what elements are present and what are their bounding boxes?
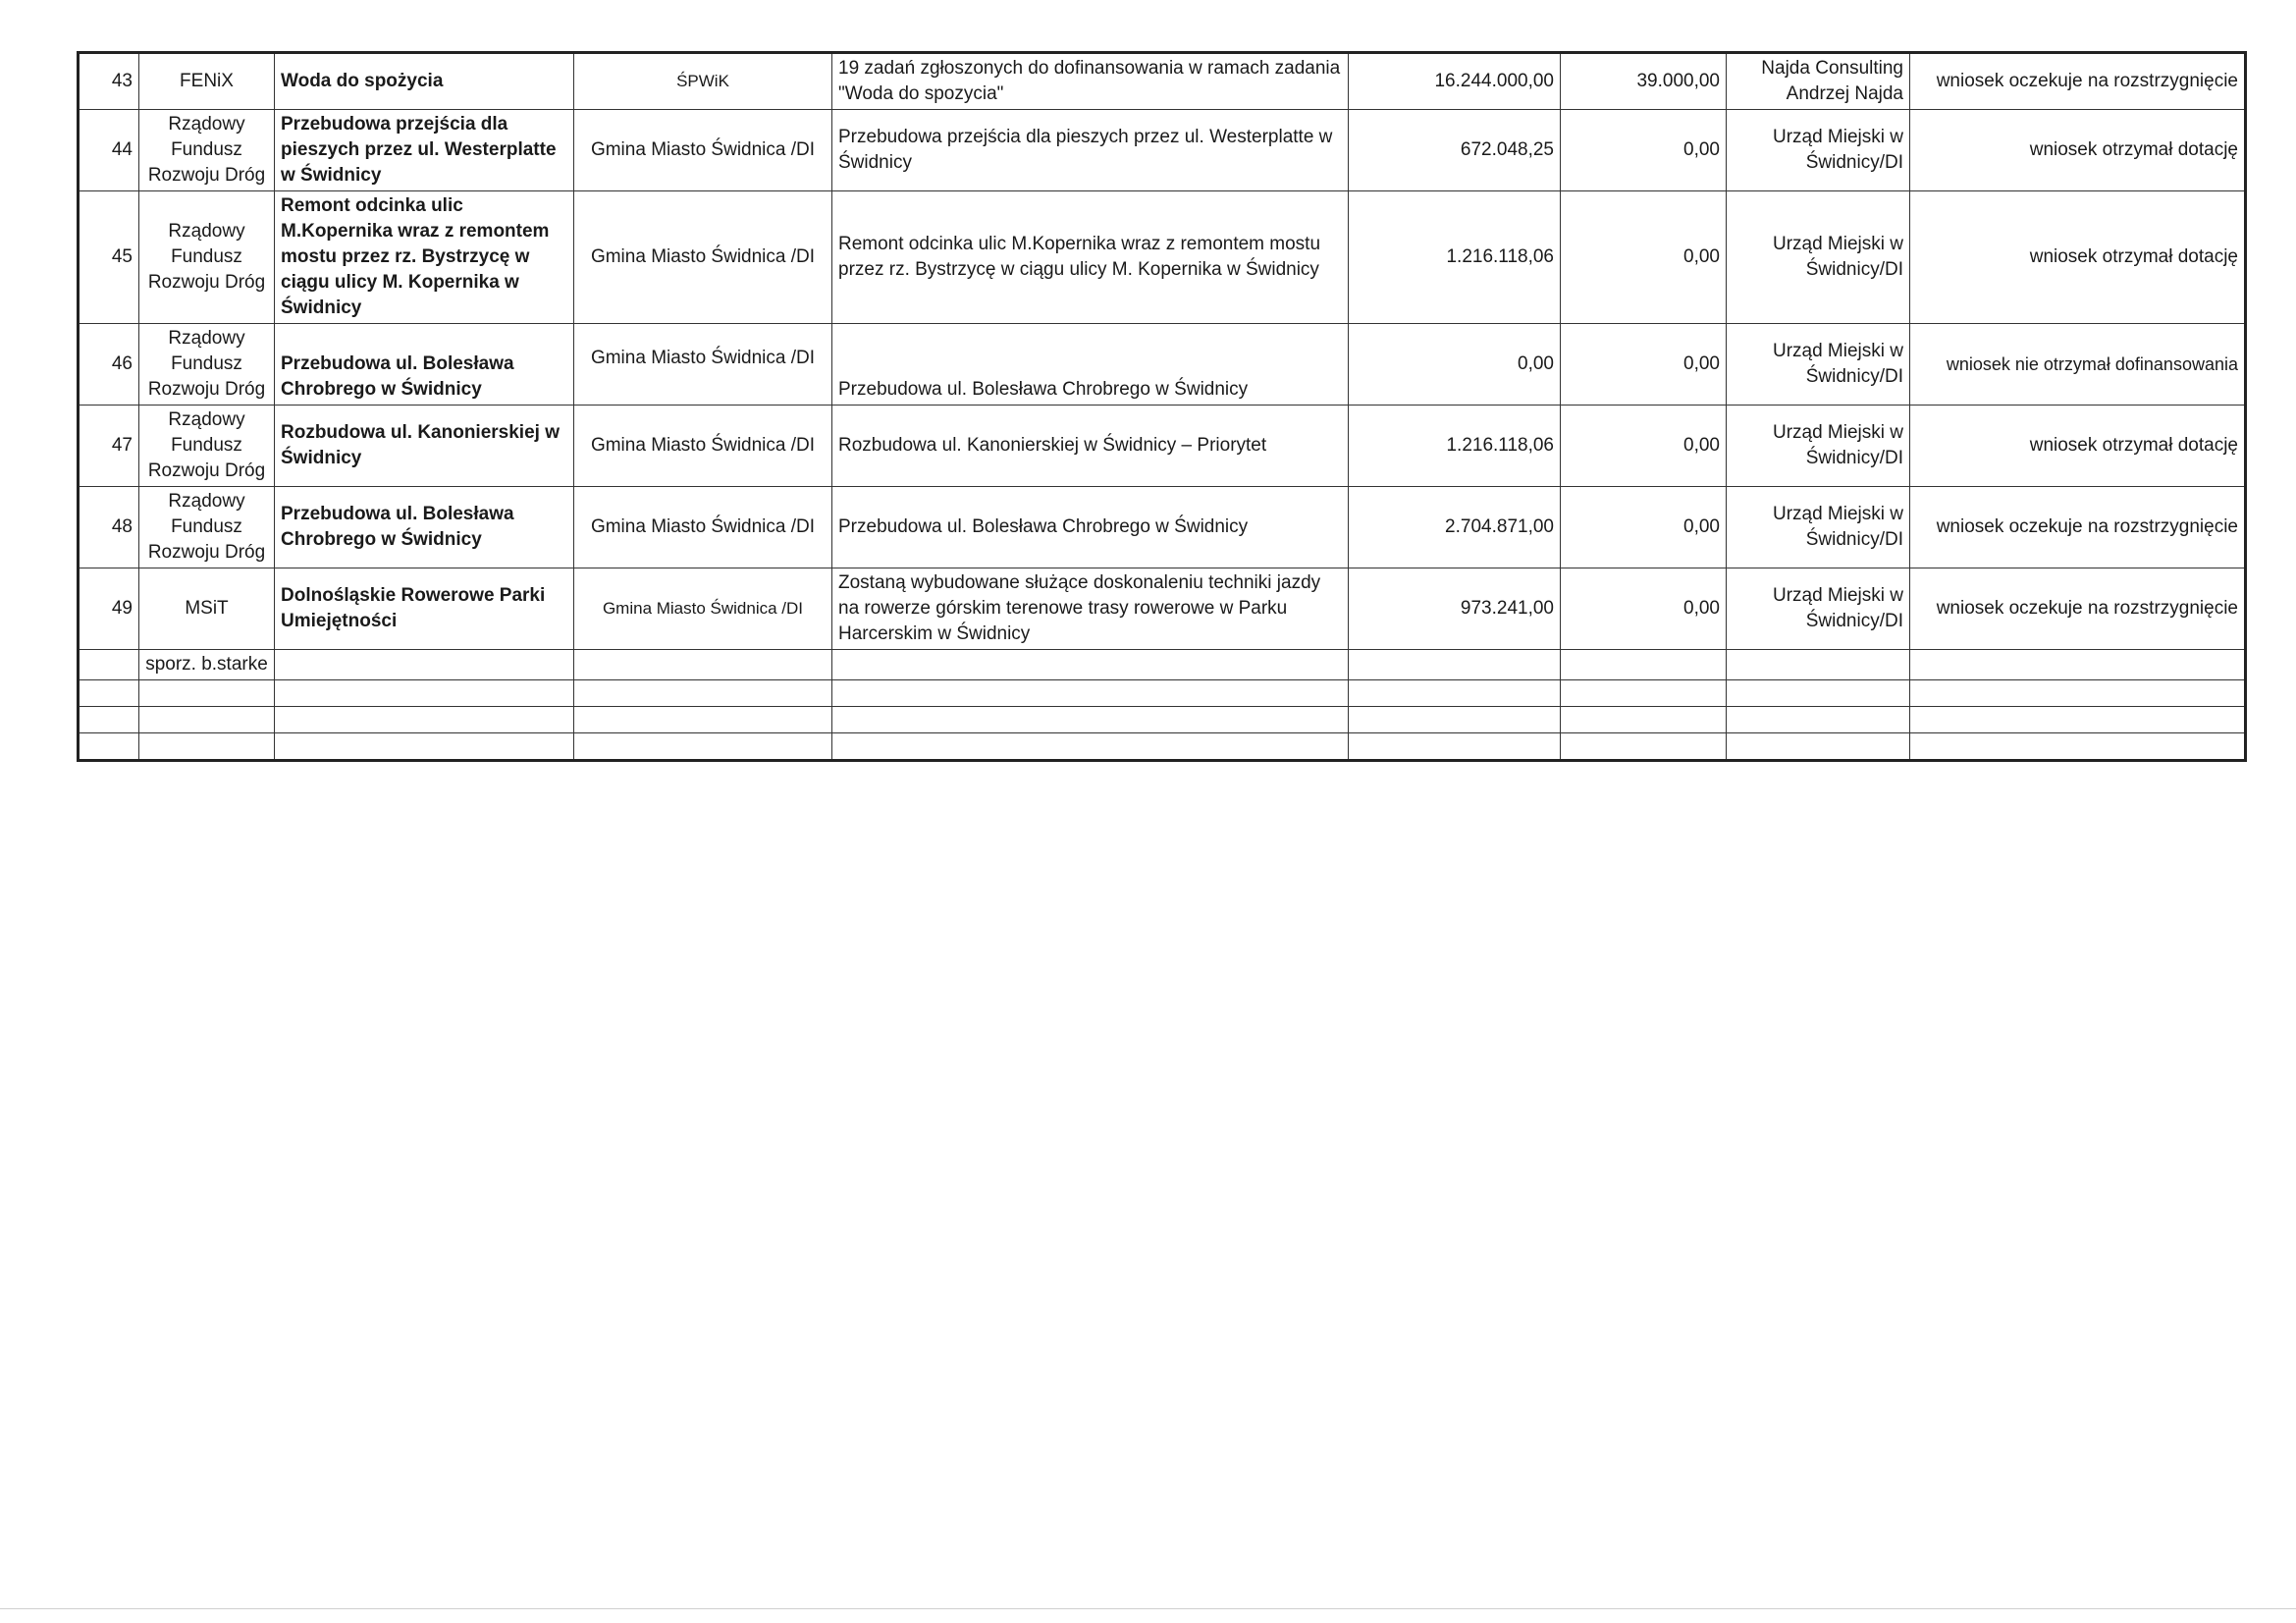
prepared-by: Urząd Miejski w Świdnicy/DI xyxy=(1727,110,1910,191)
project-amount: 672.048,25 xyxy=(1349,110,1561,191)
funding-source: FENiX xyxy=(139,53,275,110)
project-amount: 0,00 xyxy=(1349,324,1561,406)
task-name: Dolnośląskie Rowerowe Parki Umiejętności xyxy=(275,568,574,650)
task-name: Przebudowa ul. Bolesława Chrobrego w Świdnicy xyxy=(275,324,574,406)
project-amount: 1.216.118,06 xyxy=(1349,406,1561,487)
empty-cell xyxy=(832,733,1349,761)
co-funding-amount: 0,00 xyxy=(1561,110,1727,191)
empty-cell xyxy=(275,650,574,680)
co-funding-amount: 0,00 xyxy=(1561,324,1727,406)
funding-source: Rządowy Fundusz Rozwoju Dróg xyxy=(139,324,275,406)
empty-cell xyxy=(275,733,574,761)
table-row xyxy=(79,568,2246,650)
empty-cell xyxy=(79,680,139,707)
funding-source: MSiT xyxy=(139,568,275,650)
funding-source: Rządowy Fundusz Rozwoju Dróg xyxy=(139,487,275,568)
funding-source: Rządowy Fundusz Rozwoju Dróg xyxy=(139,110,275,191)
table-row xyxy=(79,406,2246,487)
prepared-by: Najda Consulting Andrzej Najda xyxy=(1727,53,1910,110)
beneficiary: Gmina Miasto Świdnica /DI xyxy=(574,568,832,650)
task-description: 19 zadań zgłoszonych do dofinansowania w ramach zadania "Woda do spozycia" xyxy=(832,53,1349,110)
task-description: Rozbudowa ul. Kanonierskiej w Świdnicy – Priorytet xyxy=(832,406,1349,487)
row-number: 45 xyxy=(79,191,139,324)
empty-cell xyxy=(1561,680,1727,707)
task-name: Rozbudowa ul. Kanonierskiej w Świdnicy xyxy=(275,406,574,487)
status-text: wniosek otrzymał dotację xyxy=(1910,191,2246,324)
empty-cell xyxy=(79,707,139,733)
scan-edge-line xyxy=(0,1608,2296,1609)
row-number: 49 xyxy=(79,568,139,650)
status-text: wniosek oczekuje na rozstrzygnięcie xyxy=(1910,568,2246,650)
empty-cell xyxy=(1727,680,1910,707)
project-amount: 16.244.000,00 xyxy=(1349,53,1561,110)
empty-cell xyxy=(275,707,574,733)
empty-cell xyxy=(139,680,275,707)
row-number: 44 xyxy=(79,110,139,191)
beneficiary: Gmina Miasto Świdnica /DI xyxy=(574,191,832,324)
funding-applications-table xyxy=(77,51,2247,762)
empty-cell xyxy=(1910,707,2246,733)
empty-cell xyxy=(574,707,832,733)
empty-cell xyxy=(1349,650,1561,680)
status-text: wniosek nie otrzymał dofinansowania xyxy=(1910,324,2246,406)
task-description: Przebudowa ul. Bolesława Chrobrego w Świdnicy xyxy=(832,324,1349,406)
task-description: Remont odcinka ulic M.Kopernika wraz z remontem mostu przez rz. Bystrzycę w ciągu ulicy M. Kopernika w Świdnicy xyxy=(832,191,1349,324)
table-row xyxy=(79,324,2246,406)
co-funding-amount: 0,00 xyxy=(1561,568,1727,650)
empty-cell xyxy=(1349,733,1561,761)
task-description: Zostaną wybudowane służące doskonaleniu techniki jazdy na rowerze górskim terenowe trasy rowerowe w Parku Harcerskim w Świdnicy xyxy=(832,568,1349,650)
prepared-by: Urząd Miejski w Świdnicy/DI xyxy=(1727,406,1910,487)
table-row xyxy=(79,733,2246,761)
beneficiary: Gmina Miasto Świdnica /DI xyxy=(574,487,832,568)
empty-cell xyxy=(1349,680,1561,707)
row-number: 48 xyxy=(79,487,139,568)
task-description: Przebudowa ul. Bolesława Chrobrego w Świdnicy xyxy=(832,487,1349,568)
co-funding-amount: 0,00 xyxy=(1561,191,1727,324)
row-number: 47 xyxy=(79,406,139,487)
beneficiary: Gmina Miasto Świdnica /DI xyxy=(574,406,832,487)
empty-cell xyxy=(832,680,1349,707)
empty-cell xyxy=(1727,733,1910,761)
table-row xyxy=(79,707,2246,733)
empty-cell xyxy=(139,707,275,733)
empty-cell xyxy=(1561,707,1727,733)
co-funding-amount: 0,00 xyxy=(1561,406,1727,487)
status-text: wniosek oczekuje na rozstrzygnięcie xyxy=(1910,487,2246,568)
status-text: wniosek oczekuje na rozstrzygnięcie xyxy=(1910,53,2246,110)
row-number: 43 xyxy=(79,53,139,110)
task-name: Remont odcinka ulic M.Kopernika wraz z remontem mostu przez rz. Bystrzycę w ciągu ulicy M. Kopernika w Świdnicy xyxy=(275,191,574,324)
project-amount: 973.241,00 xyxy=(1349,568,1561,650)
funding-source: Rządowy Fundusz Rozwoju Dróg xyxy=(139,191,275,324)
empty-cell xyxy=(275,680,574,707)
prepared-by: Urząd Miejski w Świdnicy/DI xyxy=(1727,568,1910,650)
co-funding-amount: 39.000,00 xyxy=(1561,53,1727,110)
table-row xyxy=(79,487,2246,568)
empty-cell xyxy=(1727,650,1910,680)
table-row xyxy=(79,650,2246,680)
empty-cell xyxy=(1349,707,1561,733)
footer-note: sporz. b.starke xyxy=(139,650,275,680)
task-description: Przebudowa przejścia dla pieszych przez ul. Westerplatte w Świdnicy xyxy=(832,110,1349,191)
empty-cell xyxy=(832,650,1349,680)
empty-cell xyxy=(1910,650,2246,680)
beneficiary: ŚPWiK xyxy=(574,53,832,110)
project-amount: 1.216.118,06 xyxy=(1349,191,1561,324)
prepared-by: Urząd Miejski w Świdnicy/DI xyxy=(1727,324,1910,406)
empty-cell xyxy=(79,650,139,680)
beneficiary: Gmina Miasto Świdnica /DI xyxy=(574,110,832,191)
project-amount: 2.704.871,00 xyxy=(1349,487,1561,568)
empty-cell xyxy=(1910,680,2246,707)
empty-cell xyxy=(574,680,832,707)
empty-cell xyxy=(1910,733,2246,761)
empty-cell xyxy=(79,733,139,761)
empty-cell xyxy=(574,733,832,761)
task-name: Przebudowa przejścia dla pieszych przez ul. Westerplatte w Świdnicy xyxy=(275,110,574,191)
task-name: Woda do spożycia xyxy=(275,53,574,110)
beneficiary: Gmina Miasto Świdnica /DI xyxy=(574,324,832,406)
status-text: wniosek otrzymał dotację xyxy=(1910,110,2246,191)
status-text: wniosek otrzymał dotację xyxy=(1910,406,2246,487)
empty-cell xyxy=(139,733,275,761)
empty-cell xyxy=(1727,707,1910,733)
empty-cell xyxy=(574,650,832,680)
empty-cell xyxy=(1561,733,1727,761)
prepared-by: Urząd Miejski w Świdnicy/DI xyxy=(1727,487,1910,568)
table-row xyxy=(79,53,2246,110)
empty-cell xyxy=(832,707,1349,733)
prepared-by: Urząd Miejski w Świdnicy/DI xyxy=(1727,191,1910,324)
row-number: 46 xyxy=(79,324,139,406)
task-name: Przebudowa ul. Bolesława Chrobrego w Świdnicy xyxy=(275,487,574,568)
table-row xyxy=(79,191,2246,324)
empty-cell xyxy=(1561,650,1727,680)
co-funding-amount: 0,00 xyxy=(1561,487,1727,568)
table-row xyxy=(79,110,2246,191)
table-row xyxy=(79,680,2246,707)
funding-source: Rządowy Fundusz Rozwoju Dróg xyxy=(139,406,275,487)
